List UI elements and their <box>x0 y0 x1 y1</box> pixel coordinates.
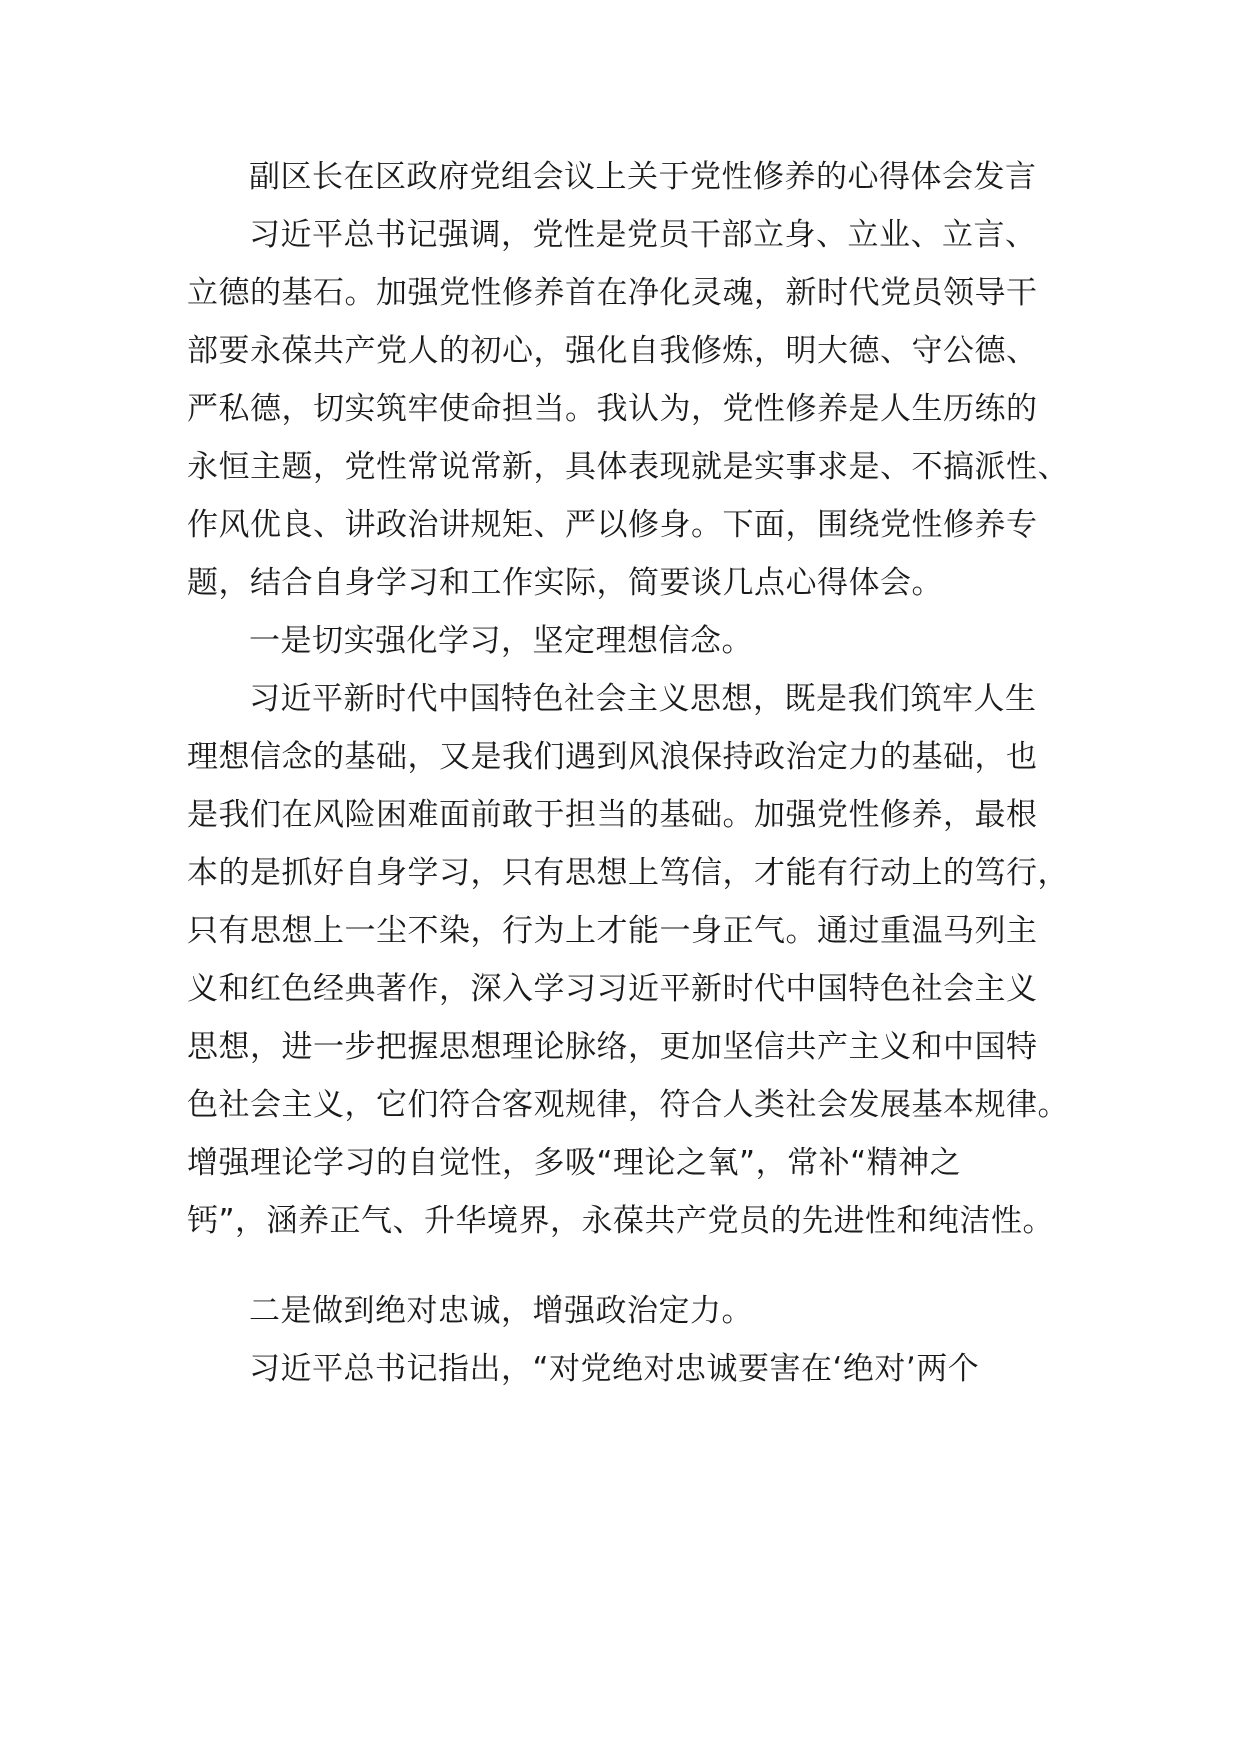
paragraph-line: 部要永葆共产党人的初心，强化自我修炼，明大德、守公德、 <box>187 333 1038 369</box>
paragraph-line: 严私德，切实筑牢使命担当。我认为，党性修养是人生历练的 <box>187 391 1038 427</box>
paragraph-line: 只有思想上一尘不染，行为上才能一身正气。通过重温马列主 <box>187 913 1038 949</box>
paragraph-line: 永恒主题，党性常说常新，具体表现就是实事求是、不搞派性、 <box>187 449 1069 485</box>
paragraph-line: 习近平总书记指出，“对党绝对忠诚要害在‘绝对’两个 <box>249 1351 980 1387</box>
paragraph-line: 钙”，涵养正气、升华境界，永葆共产党员的先进性和纯洁性。 <box>187 1203 1055 1239</box>
paragraph-line: 增强理论学习的自觉性，多吸“理论之氧”，常补“精神之 <box>187 1145 962 1181</box>
paragraph-line: 作风优良、讲政治讲规矩、严以修身。下面，围绕党性修养专 <box>187 507 1038 543</box>
paragraph-line: 习近平总书记强调，党性是党员干部立身、立业、立言、 <box>249 217 1037 253</box>
paragraph-line: 色社会主义，它们符合客观规律，符合人类社会发展基本规律。 <box>187 1087 1069 1123</box>
paragraph-line: 题，结合自身学习和工作实际，简要谈几点心得体会。 <box>187 565 943 601</box>
paragraph-line: 是我们在风险困难面前敢于担当的基础。加强党性修养，最根 <box>187 797 1038 833</box>
section-heading: 二是做到绝对忠诚，增强政治定力。 <box>249 1293 753 1329</box>
paragraph-line: 义和红色经典著作，深入学习习近平新时代中国特色社会主义 <box>187 971 1038 1007</box>
paragraph-line: 理想信念的基础，又是我们遇到风浪保持政治定力的基础，也 <box>187 739 1038 775</box>
section-heading: 一是切实强化学习，坚定理想信念。 <box>249 623 753 659</box>
paragraph-line: 立德的基石。加强党性修养首在净化灵魂，新时代党员领导干 <box>187 275 1038 311</box>
paragraph-line: 习近平新时代中国特色社会主义思想，既是我们筑牢人生 <box>249 681 1037 717</box>
paragraph-line: 思想，进一步把握思想理论脉络，更加坚信共产主义和中国特 <box>187 1029 1038 1065</box>
document-title: 副区长在区政府党组会议上关于党性修养的心得体会发言 <box>249 159 1037 195</box>
paragraph-line: 本的是抓好自身学习，只有思想上笃信，才能有行动上的笃行， <box>187 855 1069 891</box>
